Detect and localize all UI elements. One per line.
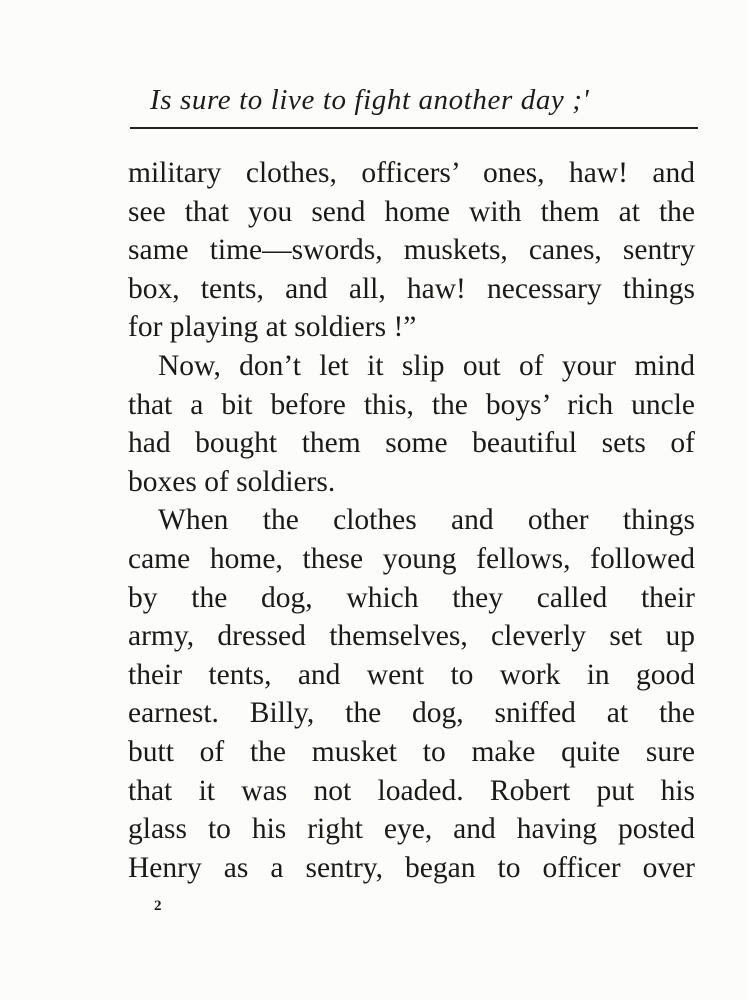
text-line: by the dog, which they called their bbox=[128, 581, 695, 614]
body-text bbox=[128, 154, 695, 887]
paragraph-1 bbox=[128, 154, 695, 347]
text-line: came home, these young fellows, followed bbox=[128, 542, 695, 575]
page-number: 2 bbox=[154, 898, 162, 914]
text-line: for playing at soldiers !” bbox=[128, 311, 417, 344]
text-line: that a bit before this, the boys’ rich uncle bbox=[128, 388, 695, 421]
paragraph-2 bbox=[128, 347, 695, 501]
text-line: Now, don’t let it slip out of your mind bbox=[158, 349, 695, 382]
text-line: army, dressed themselves, cleverly set up bbox=[128, 620, 695, 653]
text-line: box, tents, and all, haw! necessary things bbox=[128, 272, 695, 305]
text-line: had bought them some beautiful sets of bbox=[128, 427, 695, 460]
text-line: glass to his right eye, and having posted bbox=[128, 813, 695, 846]
paragraph-3 bbox=[128, 501, 695, 887]
text-line: boxes of soldiers. bbox=[128, 465, 336, 498]
text-line: military clothes, officers’ ones, haw! and bbox=[128, 157, 695, 189]
text-line: see that you send home with them at the bbox=[128, 195, 695, 228]
text-line: butt of the musket to make quite sure bbox=[128, 735, 695, 768]
text-line: Henry as a sentry, began to officer over bbox=[128, 851, 695, 884]
header-rule bbox=[130, 127, 698, 129]
text-line: their tents, and went to work in good bbox=[128, 658, 695, 691]
text-line: that it was not loaded. Robert put his bbox=[128, 774, 695, 807]
text-line: When the clothes and other things bbox=[158, 504, 695, 537]
text-line: same time—swords, muskets, canes, sentry bbox=[128, 234, 695, 267]
running-head: Is sure to live to fight another day ;' bbox=[150, 84, 590, 116]
text-line: earnest. Billy, the dog, sniffed at the bbox=[128, 697, 695, 730]
